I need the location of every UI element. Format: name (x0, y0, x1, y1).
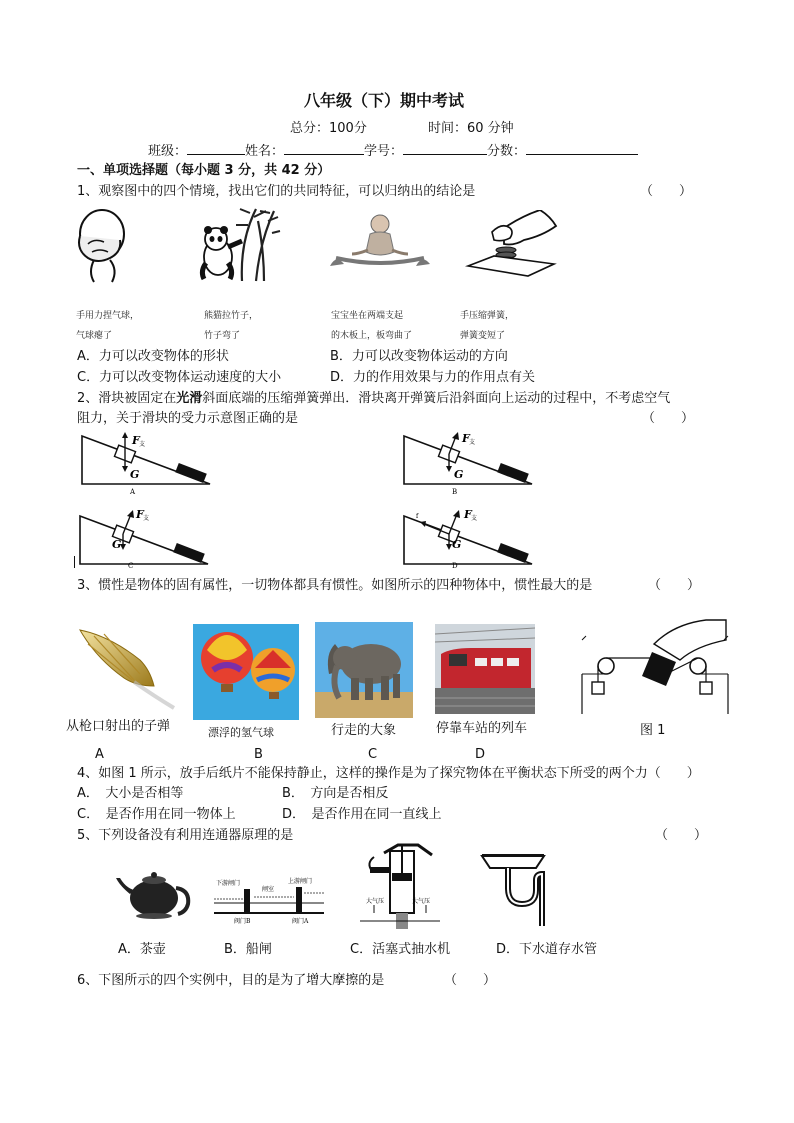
q1-answer-paren[interactable]: （ ） (640, 184, 693, 199)
q5-answer-paren[interactable]: （ ） (655, 828, 708, 843)
q2-answer-paren[interactable]: （ ） (642, 411, 695, 426)
section-heading: 一、单项选择题（每小题 3 分，共 42 分） (77, 163, 331, 178)
q2b-force-f-label: F (462, 432, 470, 445)
q3-letter-d[interactable]: D (475, 747, 486, 762)
q1-caption-4-line1: 手压缩弹簧， (460, 311, 515, 321)
drain-trap-image (478, 852, 552, 926)
q2d-force-f-label: F (464, 508, 472, 521)
q1-caption-4-line2: 弹簧变短了 (460, 331, 506, 341)
q3-answer-paren[interactable]: （ ） (648, 578, 701, 593)
q2d-force-sub: 支 (471, 515, 478, 522)
id-label: 学号： (364, 144, 404, 159)
teapot-image (114, 866, 194, 920)
score-label: 分数： (487, 144, 527, 159)
q2b-gravity-label: G (454, 468, 464, 481)
figure1-pulley-image (580, 614, 730, 726)
q3-letter-b[interactable]: B (254, 747, 263, 762)
q3-caption-bullet: 从枪口射出的子弹 (66, 719, 171, 734)
q1-option-b[interactable]: B．力可以改变物体运动的方向 (330, 349, 508, 364)
q2-stem-pre: 2、滑块被固定在 (77, 391, 177, 406)
q3-letter-c[interactable]: C (368, 747, 378, 762)
q2a-force-f-label: F (132, 434, 140, 447)
q1-caption-2-line1: 熊猫拉竹子， (204, 311, 259, 321)
balloon-squeeze-image (74, 208, 134, 284)
elephant-image (315, 622, 413, 718)
q5-option-d[interactable]: D．下水道存水管 (496, 942, 598, 957)
q6-stem: 6、下图所示的四个实例中，目的是为了增大摩擦的是 (77, 973, 385, 988)
q3-stem: 3、惯性是物体的固有属性，一切物体都具有惯性。如图所示的四种物体中，惯性最大的是 (77, 578, 593, 593)
q1-caption-3-line1: 宝宝坐在两端支起 (331, 311, 404, 321)
q1-caption-3-line2: 的木板上，板弯曲了 (331, 331, 413, 341)
q6-answer-paren[interactable]: （ ） (444, 973, 497, 988)
lock-downstream-gate-label: 下游闸门 (216, 880, 241, 887)
lock-valve-a-label: 阀门A (292, 918, 309, 925)
q2b-letter: B (452, 488, 458, 496)
q4-option-c[interactable]: C． 是否作用在同一物体上 (77, 807, 236, 822)
hand-spring-image (462, 210, 558, 282)
class-blank[interactable] (187, 141, 245, 155)
q1-caption-4 (460, 306, 514, 346)
id-blank[interactable] (403, 141, 487, 155)
q2-diagram-d[interactable] (402, 504, 534, 570)
q2b-force-sub: 支 (469, 439, 476, 446)
class-label: 班级： (148, 144, 188, 159)
lock-upstream-gate-label: 上游闸门 (288, 878, 313, 885)
q2d-gravity-label: G (452, 538, 462, 551)
q2-diagram-b[interactable] (402, 432, 534, 496)
page-title: 八年级（下）期中考试 (304, 91, 465, 110)
baby-on-board-image (328, 210, 432, 280)
q1-option-a[interactable]: A．力可以改变物体的形状 (77, 349, 229, 364)
q2-stem-line1 (77, 389, 670, 409)
q1-caption-2 (204, 306, 258, 346)
q3-caption-train: 停靠车站的列车 (436, 721, 528, 736)
pump-atm-label-2: 大气压 (412, 898, 431, 905)
q2a-gravity-label: G (130, 468, 140, 481)
q5-option-b[interactable]: B．船闸 (224, 942, 272, 957)
q1-caption-2-line2: 竹子弯了 (204, 331, 241, 341)
q4-stem: 4、如图 1 所示，放手后纸片不能保持静止，这样的操作是为了探究物体在平衡状态下所受的两个力（ ） (77, 766, 700, 781)
q2c-force-sub: 支 (143, 515, 150, 522)
q4-option-b[interactable]: B． 方向是否相反 (282, 786, 389, 801)
q2c-letter: C (128, 562, 134, 570)
q2d-letter: D (452, 562, 458, 570)
q2a-force-sub: 支 (139, 441, 146, 448)
q2-diagram-c[interactable] (78, 504, 210, 570)
margin-tick (74, 556, 75, 568)
q2-stem-post: 斜面底端的压缩弹簧弹出．滑块离开弹簧后沿斜面向上运动的过程中，不考虑空气 (202, 391, 671, 406)
lock-valve-b-label: 阀门B (234, 918, 251, 925)
time-label: 时间：60 分钟 (428, 121, 514, 136)
q2a-letter: A (130, 488, 136, 496)
name-blank[interactable] (284, 141, 364, 155)
balloons-image (193, 624, 299, 720)
q5-stem: 5、下列设备没有利用连通器原理的是 (77, 828, 294, 843)
q1-caption-1-line2: 气球瘪了 (76, 331, 113, 341)
q1-option-c[interactable]: C．力可以改变物体运动速度的大小 (77, 370, 282, 385)
figure1-label: 图 1 (640, 723, 666, 738)
q1-caption-1-line1: 手用力捏气球， (76, 311, 140, 321)
pump-atm-label-1: 大气压 (366, 898, 385, 905)
piston-pump-image (360, 843, 440, 931)
q1-stem: 1、观察图中的四个情境，找出它们的共同特征，可以归纳出的结论是 (77, 184, 476, 199)
q4-option-d[interactable]: D． 是否作用在同一直线上 (282, 807, 442, 822)
q5-option-a[interactable]: A．茶壶 (118, 942, 166, 957)
q3-caption-balloon: 漂浮的氢气球 (208, 726, 274, 739)
q2d-friction-label: f (416, 513, 419, 520)
student-info-line (148, 141, 638, 162)
q2-diagram-a[interactable] (80, 432, 212, 496)
q2-stem-bold: 光滑 (176, 391, 203, 406)
q3-caption-elephant: 行走的大象 (331, 723, 397, 738)
ship-lock-image (214, 877, 324, 925)
name-label: 姓名： (245, 144, 285, 159)
q5-option-c[interactable]: C．活塞式抽水机 (350, 942, 451, 957)
score-blank[interactable] (526, 141, 638, 155)
q1-option-d[interactable]: D．力的作用效果与力的作用点有关 (330, 370, 536, 385)
q2c-force-f-label: F (136, 508, 144, 521)
q2c-gravity-label: G (112, 538, 122, 551)
train-image (435, 624, 535, 714)
q1-caption-3 (331, 306, 412, 346)
q1-caption-1 (76, 306, 139, 346)
total-score-label: 总分：100分 (290, 121, 367, 136)
q2-stem-line2: 阻力，关于滑块的受力示意图正确的是 (77, 411, 299, 426)
q3-letter-a[interactable]: A (95, 747, 104, 762)
q4-option-a[interactable]: A． 大小是否相等 (77, 786, 184, 801)
panda-bamboo-image (198, 203, 282, 283)
lock-chamber-label: 闸室 (262, 886, 275, 893)
bullet-image (74, 622, 178, 710)
